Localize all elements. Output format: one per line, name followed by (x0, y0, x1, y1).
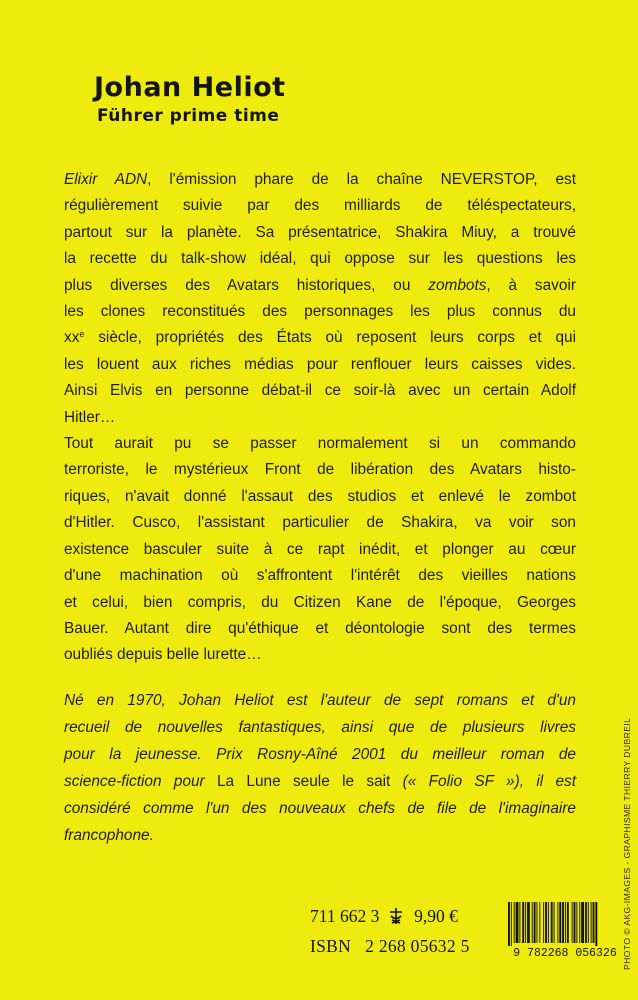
zombots-term: zombots (428, 276, 487, 294)
barcode-bar (557, 902, 558, 943)
summary-line: régulièrement suivie par des milliards de téléspectateurs, (64, 197, 576, 215)
isbn-label: ISBN (310, 936, 352, 956)
barcode-bar (579, 902, 580, 943)
barcode-bar (595, 902, 597, 946)
barcode-bar (576, 902, 577, 943)
summary-line-text: plus diverses des Avatars historiques, ou (64, 276, 429, 294)
bio-line (64, 768, 576, 795)
retail-block (310, 902, 628, 964)
show-name: Elixir ADN (64, 171, 148, 188)
bio-line: pour la jeunesse. Prix Rosny-Aîné 2001 du meilleur roman de (64, 746, 576, 763)
retail-code-line (310, 906, 458, 930)
summary-line (64, 167, 576, 193)
author-name: Johan Heliot (94, 72, 286, 103)
barcode-bar (588, 902, 589, 943)
summary-paragraph-2 (64, 431, 576, 669)
barcode-bar (551, 902, 553, 943)
barcode-bar (511, 902, 512, 946)
century-superscript: e (79, 329, 85, 340)
summary-line: Tout aurait pu se passer normalement si un commando (64, 435, 576, 453)
barcode-bar (593, 902, 595, 943)
book-title: Führer prime time (97, 106, 280, 126)
barcode-bar (519, 902, 520, 943)
retail-code: 711 662 3 (310, 906, 380, 926)
summary-line-text: , à savoir (486, 276, 576, 294)
bio-line: Né en 1970, Johan Heliot est l'auteur de sept romans et d'un (64, 692, 576, 709)
barcode-bar (539, 902, 540, 943)
barcode-bar (562, 902, 564, 943)
barcode-bar (567, 902, 569, 943)
barcode-bar (574, 902, 576, 943)
summary-line: les louent aux riches médias pour renflouer leurs caisses vides. (64, 355, 576, 373)
summary-line: la recette du talk-show idéal, qui oppose sur les questions les (64, 250, 576, 268)
summary-line (64, 325, 576, 351)
barcode (506, 902, 624, 958)
bio-line-text: (« Folio SF »), il est (390, 773, 577, 790)
summary-line: oubliés depuis belle lurette… (64, 646, 262, 664)
barcode-bar (545, 902, 547, 943)
summary-line-text: , l'émission phare de la chaîne NEVERSTOP, est (147, 171, 576, 188)
summary-line: d'une machination où s'affrontent l'intérêt des vieilles nations (64, 567, 576, 585)
barcode-bar (559, 902, 561, 943)
summary-line: terroriste, le mystérieux Front de libération des Avatars histo- (64, 461, 576, 479)
century-numeral: xx (64, 329, 80, 347)
barcode-bar (565, 902, 566, 943)
barcode-bar (532, 902, 533, 943)
book-reference: La Lune seule le sait (216, 773, 391, 790)
bio-line: francophone. (64, 827, 154, 844)
barcode-bar (581, 902, 584, 943)
barcode-bar (554, 902, 555, 943)
summary-line: les clones reconstitués des personnages les plus connus du (64, 303, 576, 321)
barcode-bar (548, 902, 549, 943)
barcode-bar (525, 902, 526, 943)
author-bio (64, 687, 576, 849)
summary-line: partout sur la planète. Sa présentatrice, Shakira Miuy, a trouvé (64, 223, 576, 241)
barcode-bar (514, 902, 515, 943)
summary-line: existence basculer suite à ce rapt inédit, et plonger au cœur (64, 540, 576, 558)
summary-line: Bauer. Autant dire qu'éthique et déontologie sont des termes (64, 619, 576, 637)
summary-paragraph-1 (64, 167, 576, 431)
summary-line (64, 273, 576, 299)
barcode-bar (527, 902, 530, 943)
bio-line: considéré comme l'un des nouveaux chefs de file de l'imaginaire (64, 800, 576, 817)
photo-credit: PHOTO © AKG-IMAGES - GRAPHISME THIERRY DUBREIL (622, 717, 632, 970)
summary-line: riques, n'avait donné l'assaut des studios et enlevé le zombot (64, 487, 576, 505)
isbn-line (310, 936, 470, 957)
barcode-bar (572, 902, 573, 943)
price: 9,90 € (414, 906, 458, 926)
barcode-bar (591, 902, 592, 943)
bio-line: recueil de nouvelles fantastiques, ainsi que de plusieurs livres (64, 719, 576, 736)
barcode-bar (516, 902, 519, 943)
summary-line: Hitler… (64, 408, 116, 426)
barcode-bar (522, 902, 524, 943)
publisher-logo-icon (388, 907, 404, 930)
barcode-bar (537, 902, 538, 943)
summary-line: et celui, bien compris, du Citizen Kane de l'époque, Georges (64, 593, 576, 611)
bio-line-text: science-fiction pour (64, 773, 217, 790)
barcode-bar (585, 902, 587, 943)
summary-line: d'Hitler. Cusco, l'assistant particulier de Shakira, va voir son (64, 514, 576, 532)
summary-line: Ainsi Elvis en personne débat-il ce soir-là avec un certain Adolf (64, 382, 576, 400)
summary-text (64, 167, 576, 669)
ean-number: 9 782268 056326 (513, 947, 617, 958)
isbn-number: 2 268 05632 5 (365, 936, 470, 956)
barcode-bar (508, 902, 510, 946)
barcode-bar (534, 902, 536, 943)
summary-line-text: siècle, propriétés des États où reposent leurs corps et qui (84, 329, 576, 347)
barcode-bar (543, 902, 544, 943)
